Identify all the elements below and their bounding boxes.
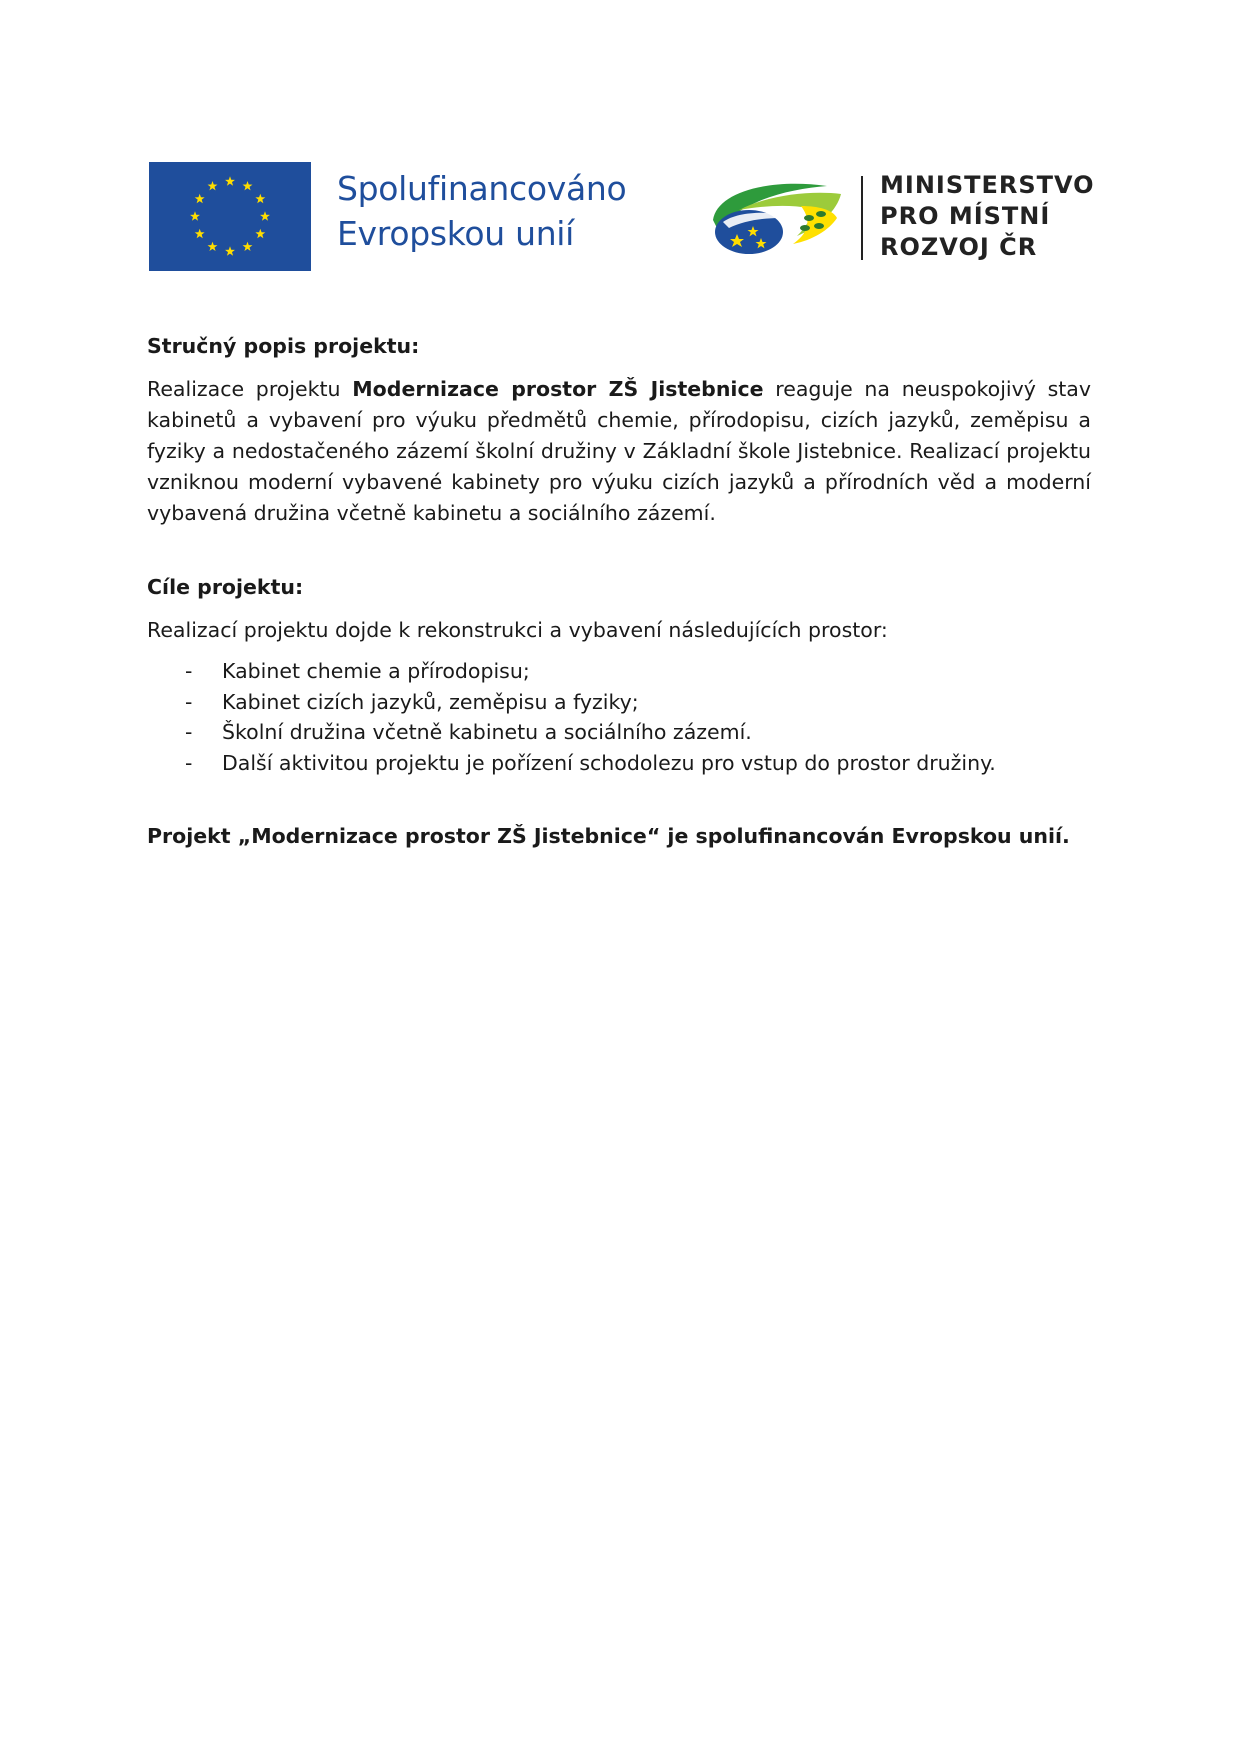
eu-label-line2: Evropskou unií — [337, 214, 575, 253]
ministry-label-line2: PRO MÍSTNÍ — [880, 202, 1051, 230]
bullet-dash: - — [185, 659, 193, 683]
goals-list — [147, 656, 1091, 778]
ministry-label-line3: ROZVOJ ČR — [880, 233, 1038, 261]
ministry-label-line1: MINISTERSTVO — [880, 171, 1095, 199]
closing-statement: Projekt „Modernizace prostor ZŠ Jistebnice“ je spolufinancován Evropskou unií. — [147, 824, 1070, 848]
list-item — [147, 717, 1091, 748]
list-item-text: Kabinet cizích jazyků, zeměpisu a fyziky; — [222, 689, 639, 714]
ministry-label — [880, 170, 1095, 263]
description-intro: Realizace projektu — [147, 377, 353, 401]
description-heading: Stručný popis projektu: — [147, 334, 420, 358]
eu-flag-icon — [149, 162, 311, 271]
list-item-text: Další aktivitou projektu je pořízení schodolezu pro vstup do prostor družiny. — [222, 750, 996, 775]
list-item — [147, 748, 1091, 779]
list-item-text: Kabinet chemie a přírodopisu; — [222, 659, 530, 683]
project-name: Modernizace prostor ZŠ Jistebnice — [352, 377, 764, 401]
logo-bar — [149, 162, 1095, 272]
bullet-dash: - — [185, 689, 193, 714]
list-item — [147, 656, 1091, 687]
eu-cofinanced-label — [337, 166, 626, 256]
mmr-emblem-icon — [709, 180, 843, 256]
logo-divider — [861, 176, 863, 260]
document-body — [147, 332, 1091, 850]
list-item — [147, 687, 1091, 718]
goals-intro: Realizací projektu dojde k rekonstrukci a vybavení následujících prostor: — [147, 618, 888, 642]
goals-heading: Cíle projektu: — [147, 575, 304, 599]
bullet-dash: - — [185, 720, 193, 744]
description-paragraph — [147, 374, 1091, 529]
bullet-dash: - — [185, 750, 193, 775]
description-body: reaguje na neuspokojivý stav kabinetů a vybavení pro výuku předmětů chemie, přírodopisu, cizích jazyků, zeměpisu a fyziky a nedostačeného zázemí školní družiny v Základní škole Jistebnice. Realizací projektu vzniknou moderní vybavené kabinety pro výuku cizích jazyků a přírodních věd a moderní vybavená družina včetně kabinetu a sociálního zázemí. — [147, 377, 1091, 525]
eu-label-line1: Spolufinancováno — [337, 169, 627, 208]
list-item-text: Školní družina včetně kabinetu a sociálního zázemí. — [222, 720, 752, 744]
